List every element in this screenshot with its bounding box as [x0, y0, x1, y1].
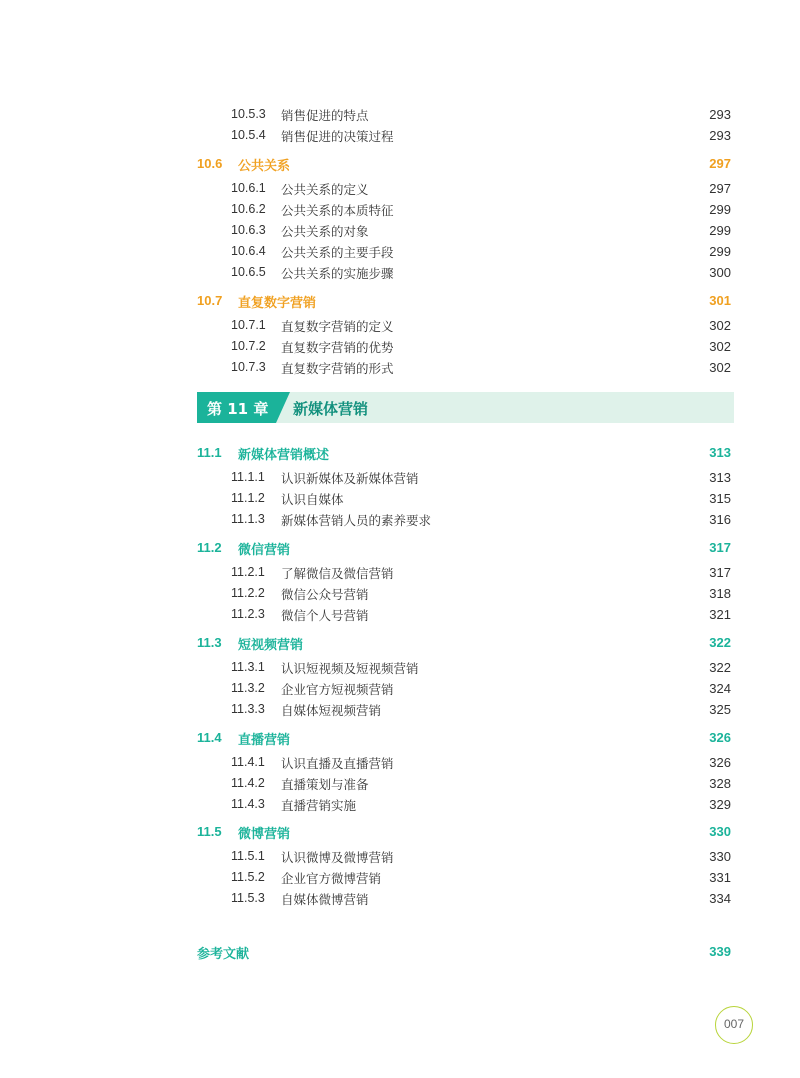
toc-entry[interactable]: [0, 220, 800, 241]
section-page: 322: [709, 635, 731, 650]
entry-number: 11.5.1: [231, 849, 265, 863]
toc-entry[interactable]: [0, 583, 800, 604]
entry-page: 315: [709, 491, 731, 506]
toc-entry[interactable]: [0, 125, 800, 146]
toc-entry[interactable]: [0, 888, 800, 909]
section-title: 微博营销: [238, 827, 291, 842]
toc-section[interactable]: [0, 728, 800, 749]
entry-title: 自媒体微博营销: [281, 892, 369, 907]
section-number: 11.5: [197, 824, 222, 839]
entry-page: 334: [709, 891, 731, 906]
entry-page: 326: [709, 755, 731, 770]
entry-title: 认识微博及微博营销: [281, 850, 394, 865]
entry-number: 11.2.1: [231, 565, 265, 579]
section-number: 11.4: [197, 730, 222, 745]
entry-number: 11.5.2: [231, 870, 265, 884]
entry-title: 企业官方短视频营销: [281, 682, 394, 697]
entry-number: 11.2.2: [231, 586, 265, 600]
toc-entry[interactable]: [0, 509, 800, 530]
entry-number: 11.3.1: [231, 660, 265, 674]
entry-title: 认识自媒体: [281, 492, 344, 507]
entry-title: 直复数字营销的优势: [281, 340, 394, 355]
entry-page: 328: [709, 776, 731, 791]
entry-number: 10.5.3: [231, 107, 266, 121]
entry-page: 297: [709, 181, 731, 196]
entry-title: 直播营销实施: [281, 798, 357, 813]
entry-page: 299: [709, 202, 731, 217]
entry-number: 10.7.1: [231, 318, 266, 332]
entry-title: 微信个人号营销: [281, 608, 369, 623]
toc-section[interactable]: [0, 443, 800, 464]
toc-entry[interactable]: [0, 357, 800, 378]
entry-page: 313: [709, 470, 731, 485]
toc-entry[interactable]: [0, 241, 800, 262]
entry-title: 公共关系的对象: [281, 224, 369, 239]
toc-section[interactable]: [0, 538, 800, 559]
entry-page: 300: [709, 265, 731, 280]
section-number: 11.3: [197, 635, 222, 650]
toc-entry[interactable]: [0, 794, 800, 815]
toc-section[interactable]: [0, 822, 800, 843]
entry-page: 325: [709, 702, 731, 717]
toc-entry[interactable]: [0, 199, 800, 220]
toc-entry[interactable]: [0, 678, 800, 699]
toc-entry[interactable]: [0, 467, 800, 488]
entry-title: 认识短视频及短视频营销: [281, 661, 419, 676]
entry-number: 11.4.2: [231, 776, 265, 790]
entry-number: 11.1.2: [231, 491, 265, 505]
entry-number: 11.3.2: [231, 681, 265, 695]
section-title: 公共关系: [238, 159, 291, 174]
section-page: 313: [709, 445, 731, 460]
entry-page: 329: [709, 797, 731, 812]
entry-title: 直播策划与准备: [281, 777, 369, 792]
chapter-title: 新媒体营销: [293, 400, 369, 418]
entry-number: 11.1.1: [231, 470, 265, 484]
entry-page: 316: [709, 512, 731, 527]
section-page: 301: [709, 293, 731, 308]
entry-number: 10.6.1: [231, 181, 266, 195]
toc-section[interactable]: [0, 633, 800, 654]
section-number: 10.7: [197, 293, 223, 308]
toc-entry[interactable]: [0, 336, 800, 357]
entry-number: 11.4.1: [231, 755, 265, 769]
entry-page: 302: [709, 360, 731, 375]
toc-entry[interactable]: [0, 657, 800, 678]
entry-number: 10.7.3: [231, 360, 266, 374]
entry-page: 330: [709, 849, 731, 864]
entry-title: 认识新媒体及新媒体营销: [281, 471, 419, 486]
references-title: 参考文献: [197, 947, 250, 962]
toc-entry[interactable]: [0, 104, 800, 125]
entry-title: 认识直播及直播营销: [281, 756, 394, 771]
entry-page: 299: [709, 223, 731, 238]
entry-number: 10.5.4: [231, 128, 266, 142]
toc-entry[interactable]: [0, 604, 800, 625]
entry-page: 293: [709, 107, 731, 122]
section-page: 317: [709, 540, 731, 555]
section-title: 微信营销: [238, 543, 291, 558]
references-page: 339: [709, 944, 731, 959]
toc-entry[interactable]: [0, 178, 800, 199]
section-number: 11.2: [197, 540, 222, 555]
page-number: 007: [723, 1017, 745, 1031]
entry-page: 321: [709, 607, 731, 622]
toc-entry[interactable]: [0, 846, 800, 867]
section-title: 新媒体营销概述: [238, 448, 330, 463]
entry-number: 11.4.3: [231, 797, 265, 811]
entry-page: 331: [709, 870, 731, 885]
entry-title: 公共关系的定义: [281, 182, 369, 197]
entry-title: 了解微信及微信营销: [281, 566, 394, 581]
entry-title: 微信公众号营销: [281, 587, 369, 602]
entry-page: 324: [709, 681, 731, 696]
toc-section[interactable]: [0, 154, 800, 175]
entry-number: 11.1.3: [231, 512, 265, 526]
toc-entry[interactable]: [0, 867, 800, 888]
toc-entry[interactable]: [0, 262, 800, 283]
entry-page: 293: [709, 128, 731, 143]
section-title: 直播营销: [238, 733, 291, 748]
chapter-header[interactable]: [197, 392, 734, 423]
entry-page: 302: [709, 318, 731, 333]
entry-title: 销售促进的特点: [281, 108, 369, 123]
chapter-band-graphic: [197, 392, 734, 423]
entry-number: 10.6.5: [231, 265, 266, 279]
entry-title: 直复数字营销的定义: [281, 319, 394, 334]
entry-title: 企业官方微博营销: [281, 871, 382, 886]
entry-number: 10.6.3: [231, 223, 266, 237]
section-number: 10.6: [197, 156, 223, 171]
toc-entry[interactable]: [0, 699, 800, 720]
entry-page: 302: [709, 339, 731, 354]
toc-entry[interactable]: [0, 488, 800, 509]
entry-title: 直复数字营销的形式: [281, 361, 394, 376]
toc-references[interactable]: [0, 942, 800, 963]
chapter-label: 第 11 章: [207, 400, 269, 418]
section-title: 直复数字营销: [238, 296, 317, 311]
section-number: 11.1: [197, 445, 222, 460]
toc-entry[interactable]: [0, 752, 800, 773]
entry-title: 公共关系的主要手段: [281, 245, 394, 260]
toc-entry[interactable]: [0, 773, 800, 794]
entry-number: 11.2.3: [231, 607, 265, 621]
toc-entry[interactable]: [0, 562, 800, 583]
entry-number: 11.3.3: [231, 702, 265, 716]
section-title: 短视频营销: [238, 638, 304, 653]
entry-page: 322: [709, 660, 731, 675]
section-page: 326: [709, 730, 731, 745]
entry-page: 317: [709, 565, 731, 580]
entry-number: 11.5.3: [231, 891, 265, 905]
entry-number: 10.7.2: [231, 339, 266, 353]
entry-number: 10.6.2: [231, 202, 266, 216]
page-number-badge: [715, 1006, 753, 1044]
entry-title: 销售促进的决策过程: [281, 129, 394, 144]
entry-title: 公共关系的本质特征: [281, 203, 394, 218]
toc-section[interactable]: [0, 291, 800, 312]
entry-title: 新媒体营销人员的素养要求: [281, 513, 432, 528]
section-page: 330: [709, 824, 731, 839]
toc-entry[interactable]: [0, 315, 800, 336]
entry-title: 公共关系的实施步骤: [281, 266, 394, 281]
entry-number: 10.6.4: [231, 244, 266, 258]
entry-page: 299: [709, 244, 731, 259]
entry-title: 自媒体短视频营销: [281, 703, 382, 718]
entry-page: 318: [709, 586, 731, 601]
section-page: 297: [709, 156, 731, 171]
